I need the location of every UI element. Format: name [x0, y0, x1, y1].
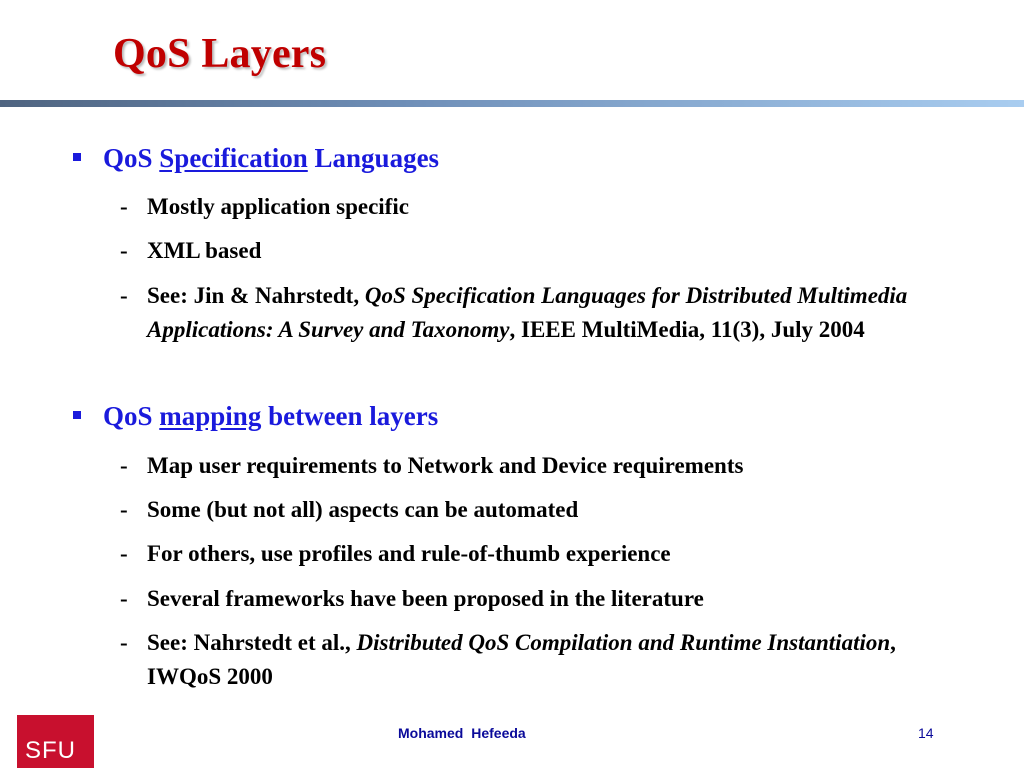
- sub-item-text: XML based: [147, 238, 262, 263]
- sub-item: [120, 234, 947, 268]
- title-divider: [0, 100, 1024, 107]
- sub-item: [120, 493, 947, 527]
- sub-item-text: Several frameworks have been proposed in the literature: [147, 586, 704, 611]
- reference-authors: See: Nahrstedt et al.,: [147, 630, 357, 655]
- dash-bullet-icon: -: [120, 497, 128, 522]
- sfu-logo: [17, 715, 94, 768]
- bullet-emphasis: Specification: [159, 143, 308, 173]
- sub-item-reference: [120, 626, 947, 694]
- slide-title: QoS Layers: [113, 31, 327, 77]
- dash-bullet-icon: -: [120, 453, 128, 478]
- bullet-text-post: Languages: [307, 143, 440, 173]
- sub-item-text: Mostly application specific: [147, 194, 409, 219]
- dash-bullet-icon: -: [120, 630, 128, 655]
- reference-title: QoS Specification Languages for Distributed Multimedia Applications: A Survey and Taxonomy: [147, 283, 908, 342]
- dash-bullet-icon: -: [120, 283, 128, 308]
- sub-item: [120, 537, 947, 571]
- square-bullet-icon: [73, 153, 81, 161]
- sub-item-text: Some (but not all) aspects can be automated: [147, 497, 579, 522]
- sub-item: [120, 190, 947, 224]
- reference-venue: , IWQoS 2000: [147, 630, 896, 689]
- logo-text: SFU: [25, 737, 76, 764]
- bullet-text-pre: QoS: [103, 401, 160, 431]
- dash-bullet-icon: -: [120, 238, 128, 263]
- bullet-text-post: between layers: [261, 401, 439, 431]
- dash-bullet-icon: -: [120, 194, 128, 219]
- dash-bullet-icon: -: [120, 541, 128, 566]
- bullet-emphasis: mapping: [159, 401, 262, 431]
- sub-item-text: Map user requirements to Network and Device requirements: [147, 453, 744, 478]
- square-bullet-icon: [73, 411, 81, 419]
- dash-bullet-icon: -: [120, 586, 128, 611]
- sub-item: [120, 582, 947, 616]
- sub-item-text: For others, use profiles and rule-of-thumb experience: [147, 541, 671, 566]
- bullet-text-pre: QoS: [103, 143, 160, 173]
- sub-item: [120, 449, 947, 483]
- reference-title: Distributed QoS Compilation and Runtime Instantiation: [356, 630, 891, 655]
- page-number: 14: [918, 725, 934, 741]
- bullet-specification-languages: [103, 143, 439, 174]
- footer-author: Mohamed Hefeeda: [398, 725, 526, 741]
- reference-authors: See: Jin & Nahrstedt,: [147, 283, 365, 308]
- sub-item-reference: [120, 279, 947, 347]
- bullet-qos-mapping: [103, 401, 438, 432]
- reference-venue: , IEEE MultiMedia, 11(3), July 2004: [509, 317, 865, 342]
